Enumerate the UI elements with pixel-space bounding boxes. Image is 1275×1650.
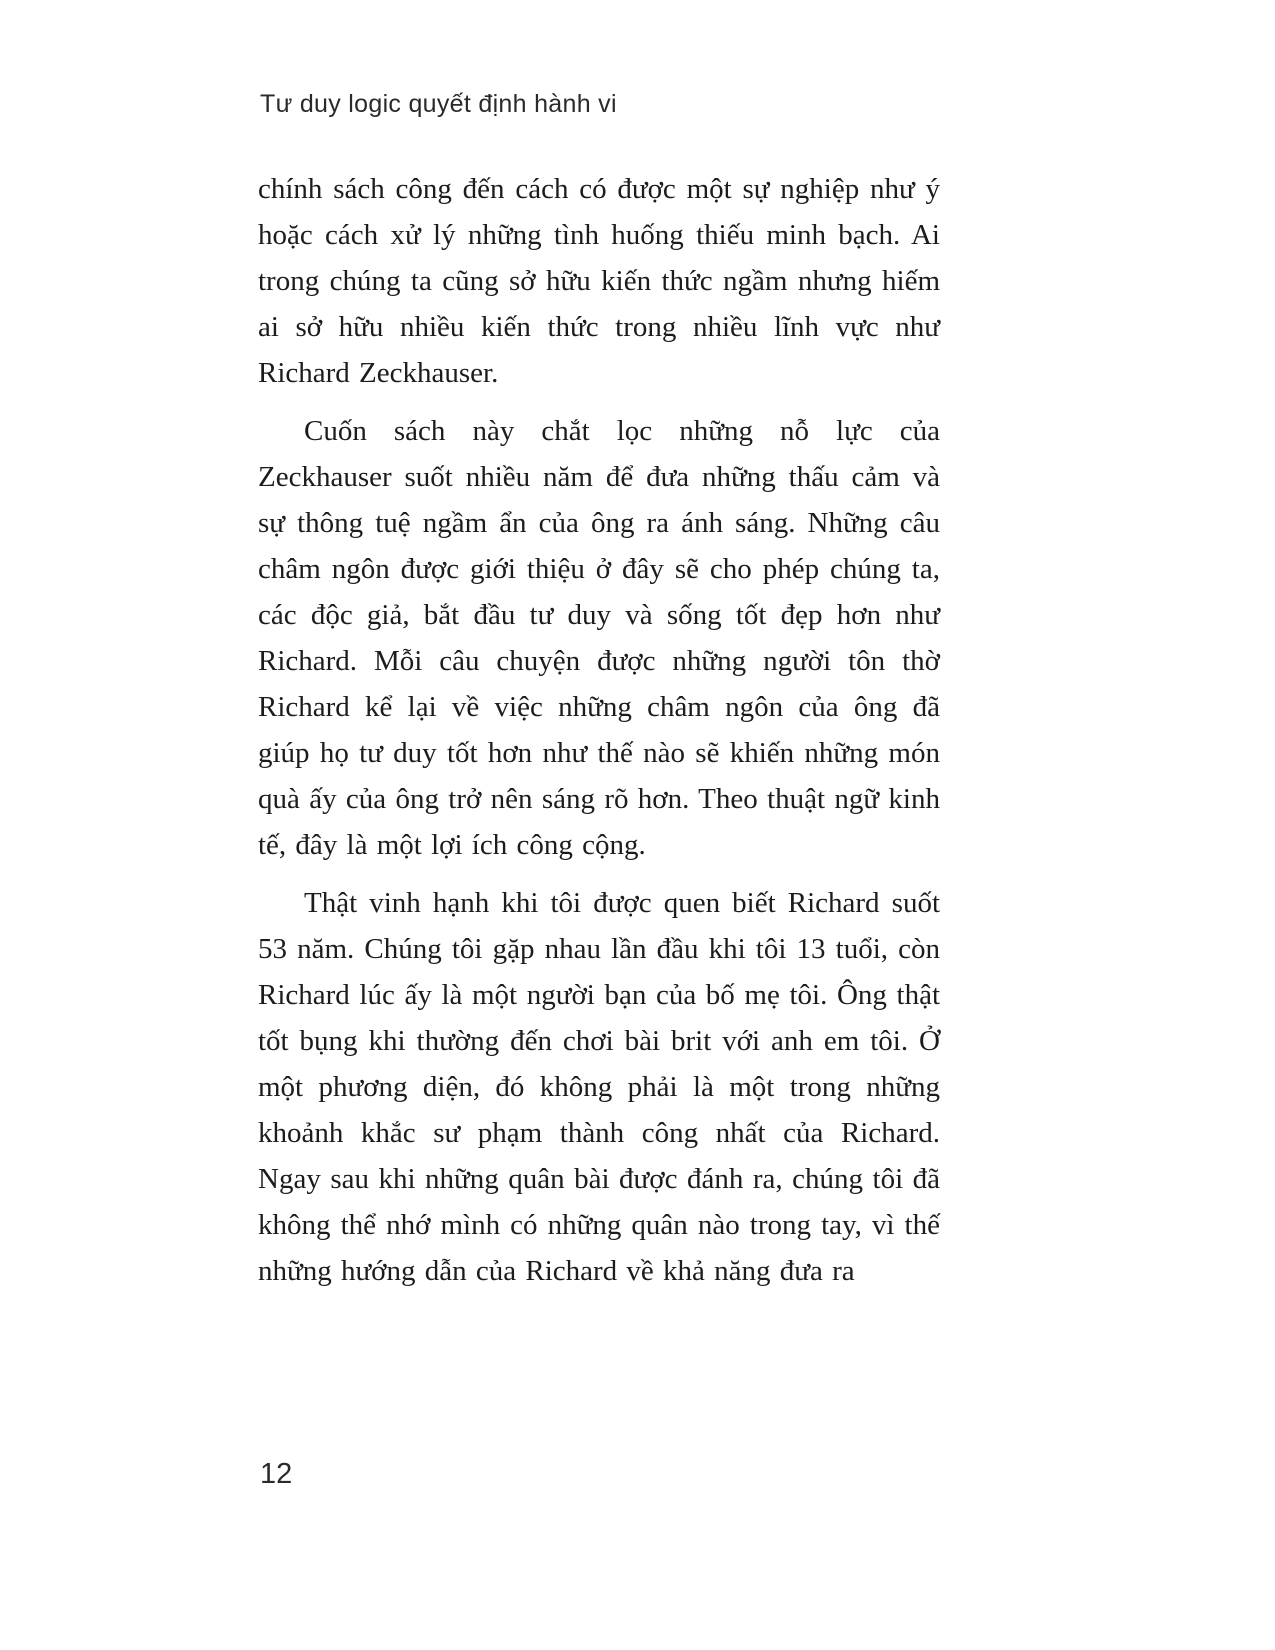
running-header: Tư duy logic quyết định hành vi: [260, 90, 617, 118]
body-text-block: [258, 166, 940, 1306]
page-number: 12: [260, 1458, 293, 1490]
paragraph: Thật vinh hạnh khi tôi được quen biết Richard suốt 53 năm. Chúng tôi gặp nhau lần đầu khi tôi 13 tuổi, còn Richard lúc ấy là một người bạn của bố mẹ tôi. Ông thật tốt bụng khi thường đến chơi bài brit với anh em tôi. Ở một phương diện, đó không phải là một trong những khoảnh khắc sư phạm thành công nhất của Richard. Ngay sau khi những quân bài được đánh ra, chúng tôi đã không thể nhớ mình có những quân nào trong tay, vì thế những hướng dẫn của Richard về khả năng đưa ra: [258, 887, 940, 1287]
paragraph-continuation: chính sách công đến cách có được một sự nghiệp như ý hoặc cách xử lý những tình huống thiếu minh bạch. Ai trong chúng ta cũng sở hữu kiến thức ngầm nhưng hiếm ai sở hữu nhiều kiến thức trong nhiều lĩnh vực như Richard Zeckhauser.: [258, 173, 940, 389]
paragraph: Cuốn sách này chắt lọc những nỗ lực của Zeckhauser suốt nhiều năm để đưa những thấu cảm và sự thông tuệ ngầm ẩn của ông ra ánh sáng. Những câu châm ngôn được giới thiệu ở đây sẽ cho phép chúng ta, các độc giả, bắt đầu tư duy và sống tốt đẹp hơn như Richard. Mỗi câu chuyện được những người tôn thờ Richard kể lại về việc những châm ngôn của ông đã giúp họ tư duy tốt hơn như thế nào sẽ khiến những món quà ấy của ông trở nên sáng rõ hơn. Theo thuật ngữ kinh tế, đây là một lợi ích công cộng.: [258, 415, 940, 861]
